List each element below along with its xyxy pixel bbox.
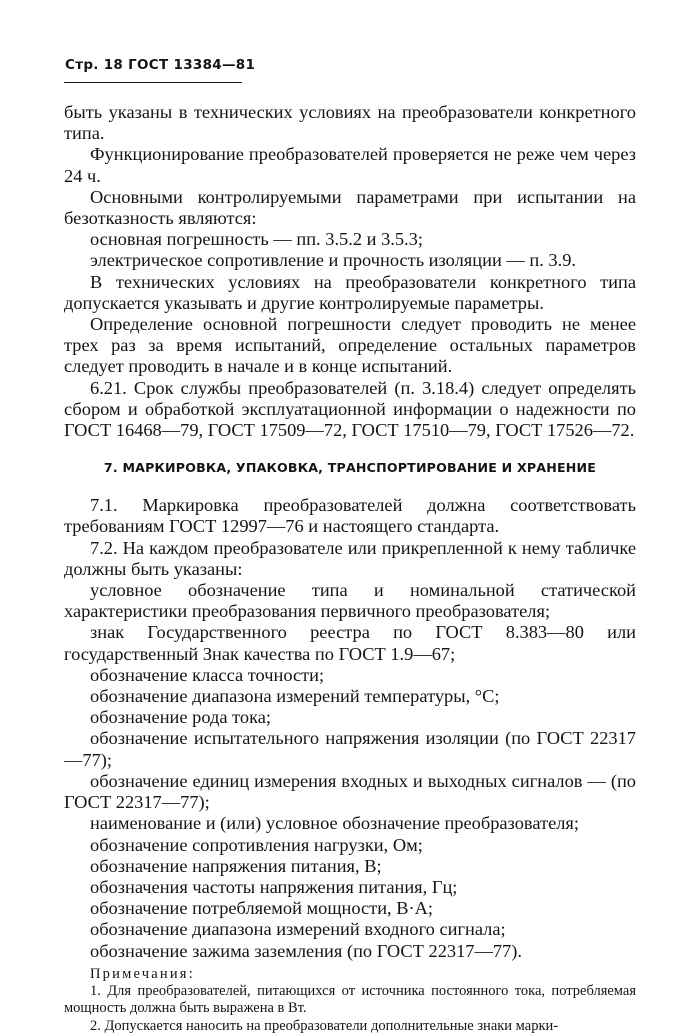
paragraph: Основными контролируемыми параметрами при испытании на безотказность являются:	[64, 186, 636, 229]
list-item: обозначение диапазона измерений входного сигнала;	[90, 919, 506, 940]
list-item: обозначение единиц измерения входных и выходных сигналов — (по ГОСТ 22317—77);	[64, 770, 636, 813]
page-content	[64, 102, 636, 1035]
notes-title: Примечания:	[90, 965, 195, 982]
list-item: знак Государственного реестра по ГОСТ 8.383—80 или государственный Знак качества по ГОСТ 1.9—67;	[64, 622, 636, 664]
list-item: основная погрешность — пп. 3.5.2 и 3.5.3;	[90, 229, 423, 250]
paragraph: Функционирование преобразователей проверяется не реже чем через 24 ч.	[64, 144, 636, 186]
clause-7-2: 7.2. На каждом преобразователе или прикрепленной к нему табличке должны быть указаны:	[64, 537, 636, 579]
list-item: обозначение потребляемой мощности, В·А;	[90, 898, 434, 919]
header-rule	[64, 82, 242, 83]
list-item: обозначение класса точности;	[90, 664, 325, 685]
clause-6-21: 6.21. Срок службы преобразователей (п. 3.18.4) следует определять сбором и обработкой эксплуатационной информации о надежности по ГОСТ 16468—79, ГОСТ 17509—72, ГОСТ 17510—79, ГОСТ 17526—72.	[64, 377, 636, 441]
paragraph: быть указаны в технических условиях на преобразователи конкретного типа.	[64, 102, 636, 144]
list-item: условное обозначение типа и номинальной статической характеристики преобразования первичного преобразователя;	[64, 580, 636, 622]
clause-7-1: 7.1. Маркировка преобразователей должна соответствовать требованиям ГОСТ 12997—76 и настоящего стандарта.	[64, 495, 636, 537]
note-item: 2. Допускается наносить на преобразователи дополнительные знаки марки-	[90, 1017, 559, 1034]
list-item: обозначение сопротивления нагрузки, Ом;	[90, 834, 423, 855]
list-item: обозначение диапазона измерений температуры, °С;	[90, 686, 500, 707]
list-item: электрическое сопротивление и прочность изоляции — п. 3.9.	[90, 250, 577, 271]
page-header: Стр. 18 ГОСТ 13384—81	[65, 57, 256, 73]
list-item: обозначение напряжения питания, В;	[90, 855, 382, 876]
list-item: обозначения частоты напряжения питания, Гц;	[90, 876, 458, 897]
section-title: 7. МАРКИРОВКА, УПАКОВКА, ТРАНСПОРТИРОВАНИЕ И ХРАНЕНИЕ	[103, 460, 597, 476]
note-item: 1. Для преобразователей, питающихся от источника постоянного тока, потребляемая мощность должна быть выражена в Вт.	[64, 982, 636, 1017]
paragraph: В технических условиях на преобразователи конкретного типа допускается указывать и другие контролируемые параметры.	[64, 271, 636, 313]
paragraph: Определение основной погрешности следует проводить не менее трех раз за время испытаний, определение остальных параметров следует проводить в начале и в конце испытаний.	[64, 314, 636, 377]
list-item: обозначение испытательного напряжения изоляции (по ГОСТ 22317—77);	[64, 728, 636, 770]
list-item: обозначение зажима заземления (по ГОСТ 22317—77).	[90, 940, 522, 961]
list-item: обозначение рода тока;	[90, 707, 272, 728]
list-item: наименование и (или) условное обозначение преобразователя;	[90, 813, 579, 834]
